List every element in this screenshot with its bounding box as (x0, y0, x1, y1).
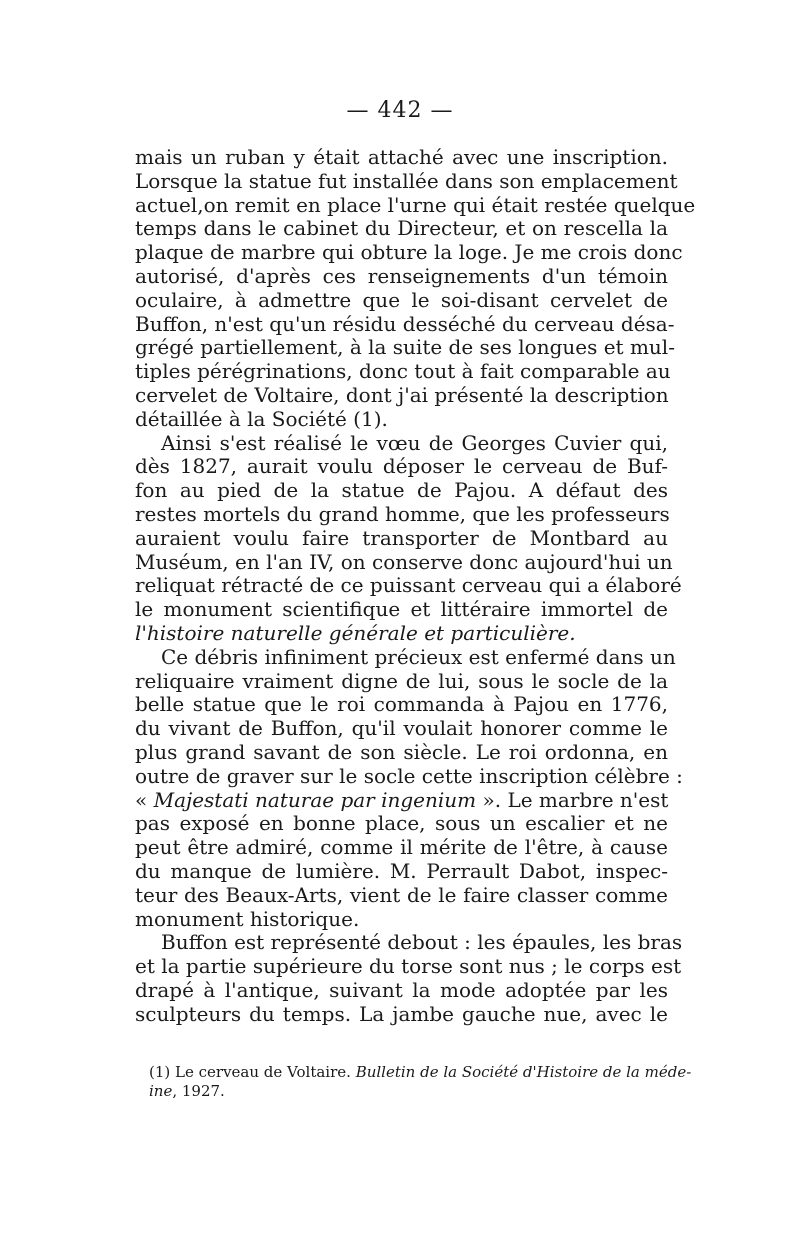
text-line: reliquaire vraiment digne de lui, sous le socle de la (135, 668, 668, 693)
italic-title-line (135, 622, 668, 646)
text-line: plus grand savant de son siècle. Le roi ordonna, en (135, 739, 668, 764)
footnote-journal-title-end: ine (149, 1082, 173, 1100)
text-line: cervelet de Voltaire, dont j'ai présenté la description (135, 382, 669, 407)
footnote-line (135, 1082, 668, 1101)
text-line: autorisé, d'après ces renseignements d'un témoin (135, 263, 668, 288)
inscription-latin: Majestati naturae par ingenium (153, 787, 477, 812)
footnote (135, 1063, 692, 1101)
paragraph-start-line: Buffon est représenté debout : les épaules, les bras (161, 930, 683, 955)
paragraph-start-line: Ce débris infiniment précieux est enfermé dans un (161, 644, 676, 669)
text-line: du vivant de Buffon, qu'il voulait honorer comme le (135, 716, 668, 741)
text-line: reliquat rétracté de ce puissant cerveau qui a élaboré (135, 573, 682, 598)
text-line: temps dans le cabinet du Directeur, et on rescella la (135, 216, 668, 241)
text-line: Muséum, en l'an IV, on conserve donc aujourd'hui un (135, 549, 673, 574)
text-line: oculaire, à admettre que le soi-disant cervelet de (135, 287, 668, 312)
text-line: belle statue que le roi commanda à Pajou en 1776, (135, 692, 668, 717)
text-line: teur des Beaux-Arts, vient de le faire classer comme (135, 882, 668, 907)
text-line: outre de graver sur le socle cette inscription célèbre : (135, 763, 683, 788)
footnote-marker-text: (1) Le cerveau de Voltaire. (149, 1063, 356, 1081)
text-line: auraient voulu faire transporter de Montbard au (135, 525, 668, 550)
text-line: pas exposé en bonne place, sous un escalier et ne (135, 811, 668, 836)
footnote-journal-title: Bulletin de la Société d'Histoire de la méde- (355, 1063, 692, 1081)
text-line: Lorsque la statue fut installée dans son emplacement (135, 168, 678, 193)
text-line: grégé partiellement, à la suite de ses longues et mul- (135, 335, 675, 360)
footnote-year: , 1927. (172, 1082, 225, 1100)
paragraph-start-line: Ainsi s'est réalisé le vœu de Georges Cuvier qui, (161, 430, 668, 455)
text-line: Buffon, n'est qu'un résidu desséché du cerveau désa- (135, 311, 675, 336)
text-line: monument historique. (135, 906, 360, 931)
text-line: tiples pérégrinations, donc tout à fait comparable au (135, 359, 671, 384)
text-line: dès 1827, aurait voulu déposer le cerveau de Buf- (135, 454, 668, 479)
page-number: — 442 — (346, 98, 454, 123)
text-line: peut être admiré, comme il mérite de l'être, à cause (135, 835, 668, 860)
text-line: drapé à l'antique, suivant la mode adoptée par les (135, 977, 668, 1002)
text-line: restes mortels du grand homme, que les professeurs (135, 501, 670, 526)
text-line: plaque de marbre qui obture la loge. Je me crois donc (135, 240, 683, 265)
text-line: mais un ruban y était attaché avec une inscription. (135, 145, 668, 169)
text-line: détaillée à la Société (1). (135, 406, 388, 431)
text-line: du manque de lumière. M. Perrault Dabot, inspec- (135, 858, 668, 883)
inscription-line: « Majestati naturae par ingenium ». Le marbre n'est (135, 787, 669, 812)
text-line: le monument scientifique et littéraire immortel de (135, 597, 668, 622)
italic-title: l'histoire naturelle générale et particulière. (135, 620, 576, 645)
text-line: sculpteurs du temps. La jambe gauche nue, avec le (135, 1001, 668, 1026)
text-line: actuel,on remit en place l'urne qui était restée quelque (135, 192, 696, 217)
text-line: fon au pied de la statue de Pajou. A défaut des (135, 478, 668, 503)
text-line: et la partie supérieure du torse sont nus ; le corps est (135, 954, 682, 979)
footnote-line (135, 1063, 692, 1082)
body-text (135, 145, 696, 1026)
